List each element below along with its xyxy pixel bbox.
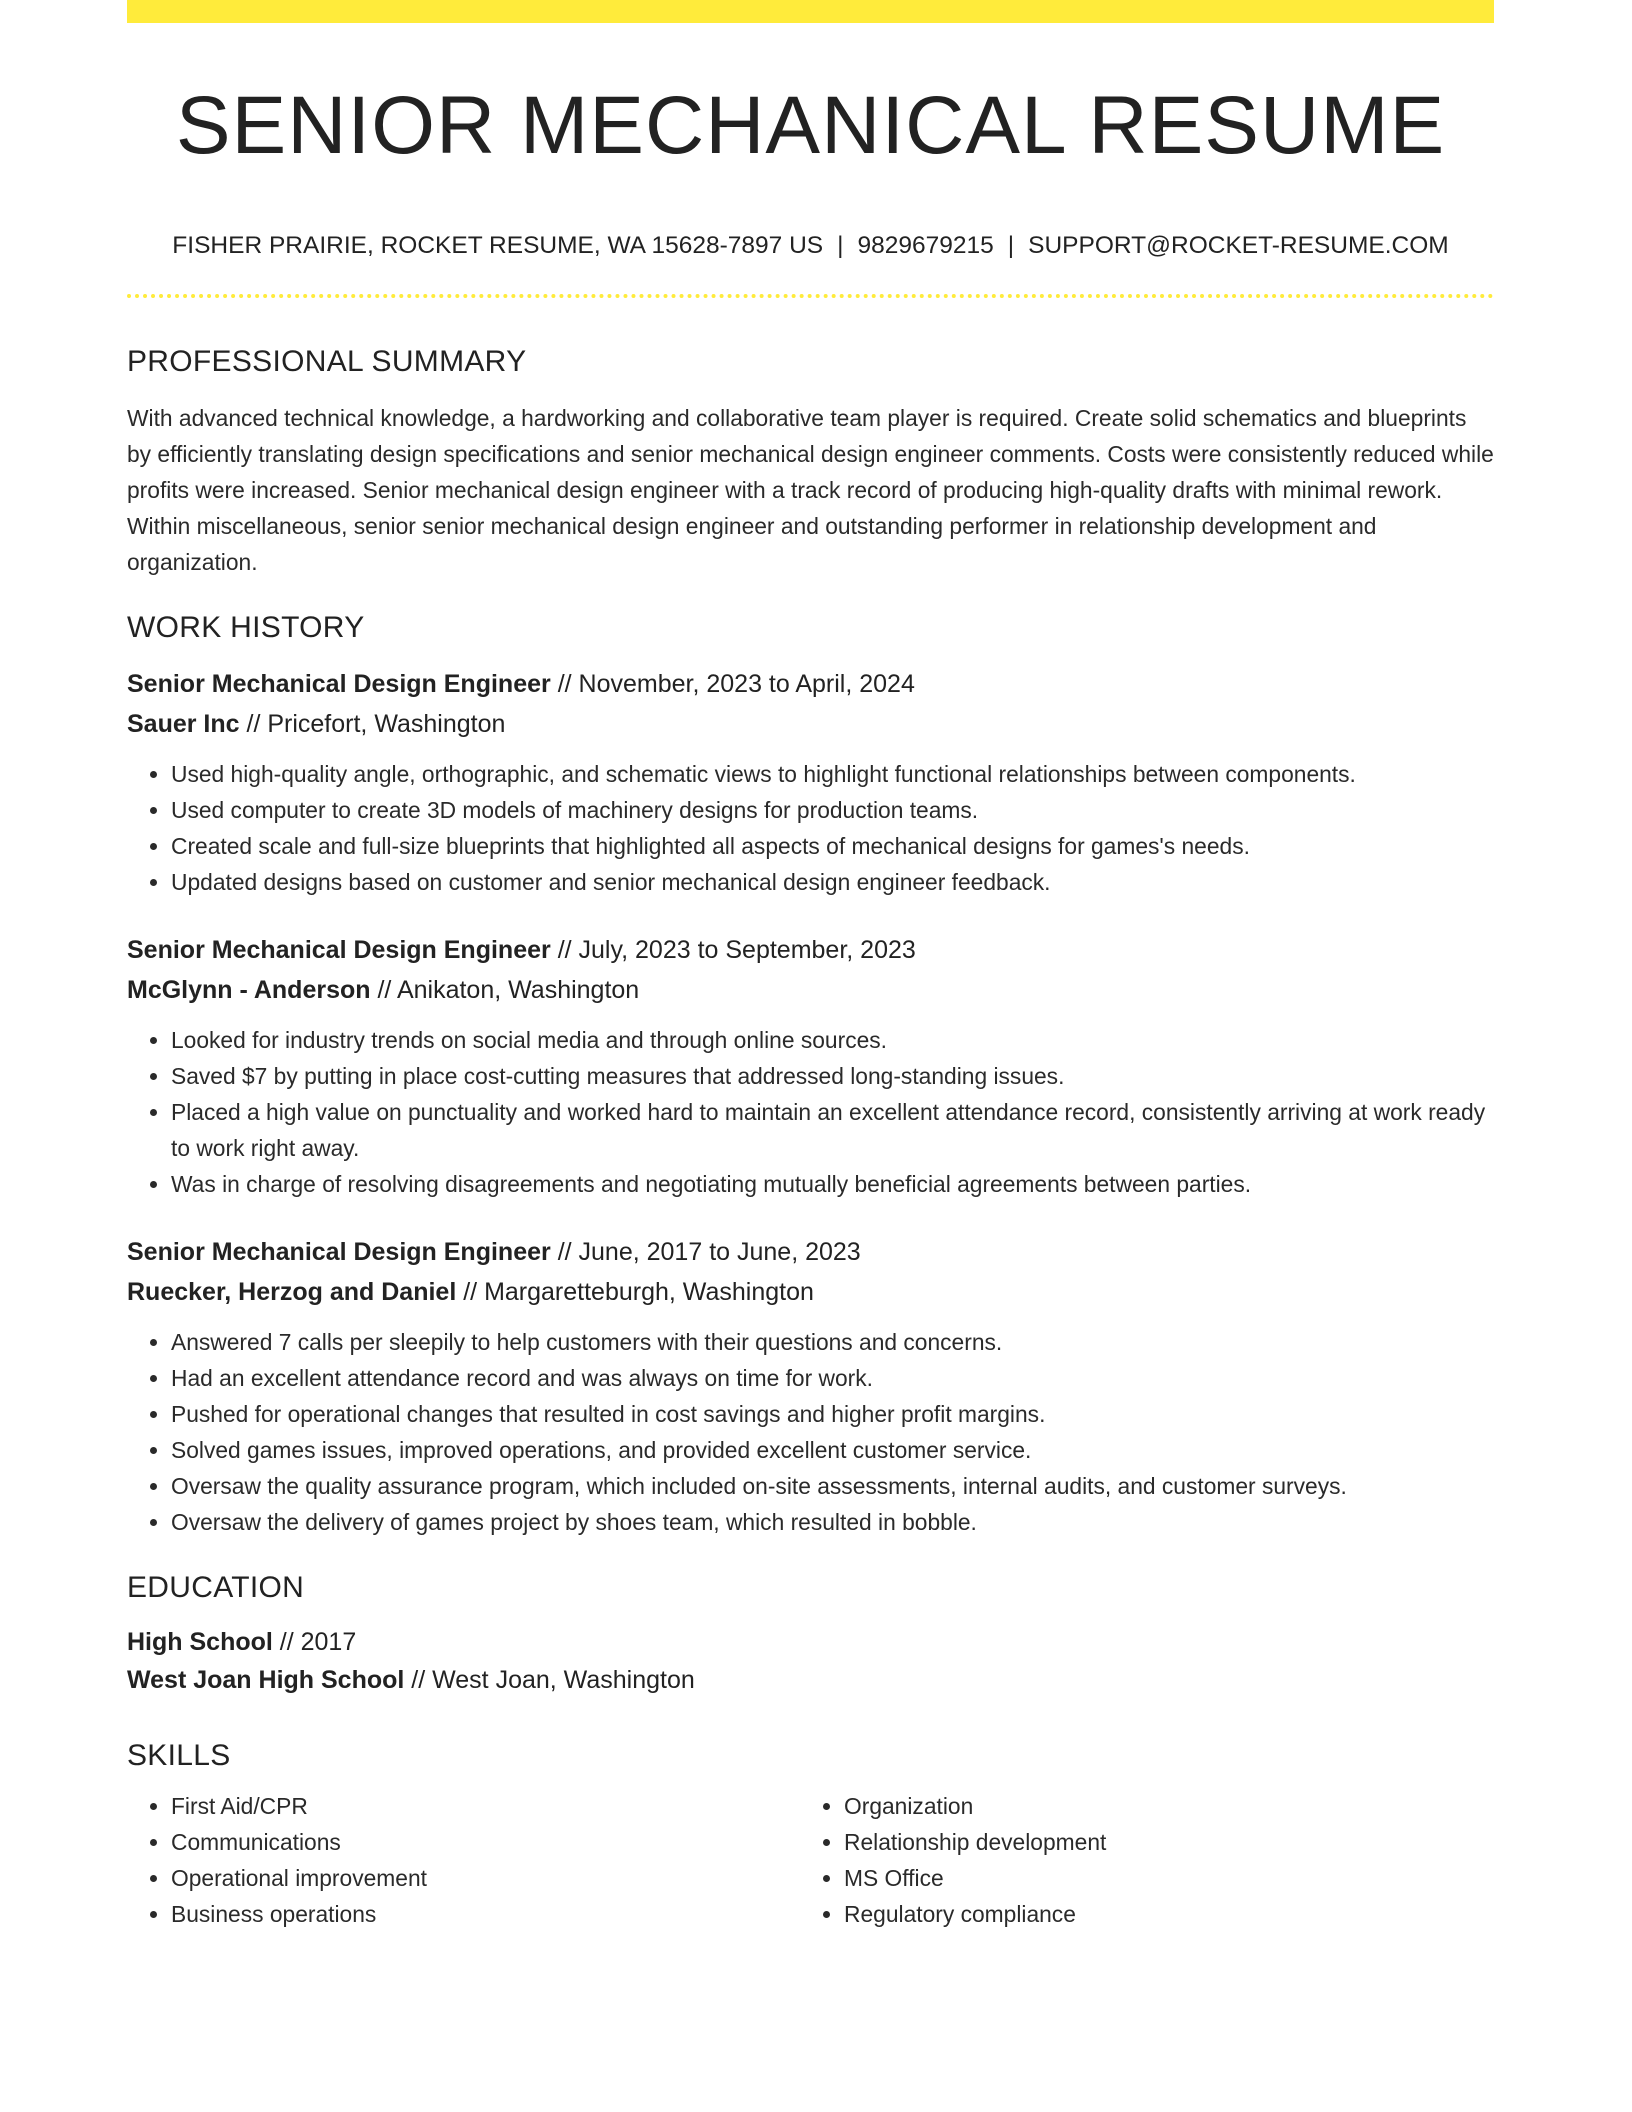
contact-address: FISHER PRAIRIE, ROCKET RESUME, WA 15628-7897 US: [172, 232, 824, 259]
job-entry: [127, 1232, 1494, 1540]
job-company-line: [127, 704, 1494, 744]
list-item: • Relationship development: [844, 1824, 1473, 1860]
education-entry: [127, 1622, 1494, 1700]
contact-separator: |: [1007, 232, 1015, 259]
dotted-divider: [127, 294, 1494, 298]
job-location: // Margaretteburgh, Washington: [463, 1278, 814, 1307]
accent-bar: [127, 0, 1494, 23]
section-title-summary: PROFESSIONAL SUMMARY: [127, 345, 527, 379]
resume-title: SENIOR MECHANICAL RESUME: [175, 80, 1446, 171]
education-location: // West Joan, Washington: [411, 1666, 695, 1695]
job-company: Sauer Inc: [127, 710, 240, 739]
job-location: // Pricefort, Washington: [246, 710, 506, 739]
list-item: • Was in charge of resolving disagreements and negotiating mutually beneficial agreements between parties.: [171, 1166, 1494, 1202]
list-item: • Used computer to create 3D models of machinery designs for production teams.: [171, 792, 1494, 828]
section-title-skills: SKILLS: [127, 1739, 231, 1773]
job-title: Senior Mechanical Design Engineer: [127, 670, 551, 699]
education-degree: High School: [127, 1628, 273, 1657]
job-bullets: [127, 1022, 1494, 1202]
list-item: • MS Office: [844, 1860, 1473, 1896]
list-item: • Oversaw the delivery of games project by shoes team, which resulted in bobble.: [171, 1504, 1494, 1540]
list-item: • Solved games issues, improved operations, and provided excellent customer service.: [171, 1432, 1494, 1468]
job-dates: // November, 2023 to April, 2024: [557, 670, 915, 699]
job-dates: // July, 2023 to September, 2023: [557, 936, 916, 965]
skills-bullets: [800, 1788, 1473, 1932]
job-title: Senior Mechanical Design Engineer: [127, 936, 551, 965]
list-item: • Had an excellent attendance record and was always on time for work.: [171, 1360, 1494, 1396]
skills-column-left: [127, 1788, 800, 1932]
list-item: • Organization: [844, 1788, 1473, 1824]
resume-page: [127, 0, 1494, 1932]
list-item: • Communications: [171, 1824, 800, 1860]
job-title-line: [127, 1232, 1494, 1272]
list-item: • Looked for industry trends on social media and through online sources.: [171, 1022, 1494, 1058]
contact-separator: |: [837, 232, 844, 259]
list-item: • Placed a high value on punctuality and worked hard to maintain an excellent attendance record, consistently arriving at work ready to work right away.: [171, 1094, 1494, 1166]
skills-list: [127, 1788, 1494, 1932]
section-title-education: EDUCATION: [127, 1571, 305, 1605]
job-entry: [127, 930, 1494, 1202]
section-title-work-history: WORK HISTORY: [127, 611, 365, 645]
job-bullets: [127, 1324, 1494, 1540]
job-company-line: [127, 970, 1494, 1010]
job-title: Senior Mechanical Design Engineer: [127, 1238, 551, 1267]
list-item: • Oversaw the quality assurance program, which included on-site assessments, internal audits, and customer surveys.: [171, 1468, 1494, 1504]
education-school-line: [127, 1660, 1494, 1700]
contact-email: SUPPORT@ROCKET-RESUME.COM: [1028, 232, 1449, 259]
summary-text: With advanced technical knowledge, a hardworking and collaborative team player is required. Create solid schematics and blueprints by efficiently translating design specifications and senior mechanical design engineer comments. Costs were consistently reduced while profits were increased. Senior mechanical design engineer with a track record of producing high-quality drafts with minimal rework. Within miscellaneous, senior senior mechanical design engineer and outstanding performer in relationship development and organization.: [127, 405, 1494, 576]
education-degree-line: [127, 1622, 1494, 1662]
contact-phone: 9829679215: [857, 232, 994, 259]
list-item: • Regulatory compliance: [844, 1896, 1473, 1932]
job-title-line: [127, 930, 1494, 970]
job-location: // Anikaton, Washington: [377, 976, 640, 1005]
list-item: • Operational improvement: [171, 1860, 800, 1896]
list-item: • Business operations: [171, 1896, 800, 1932]
job-company: Ruecker, Herzog and Daniel: [127, 1278, 457, 1307]
job-dates: // June, 2017 to June, 2023: [557, 1238, 861, 1267]
list-item: • Saved $7 by putting in place cost-cutting measures that addressed long-standing issues.: [171, 1058, 1494, 1094]
skills-column-right: [800, 1788, 1473, 1932]
contact-line: [127, 231, 1494, 260]
skills-bullets: [127, 1788, 800, 1932]
list-item: • First Aid/CPR: [171, 1788, 800, 1824]
list-item: • Created scale and full-size blueprints that highlighted all aspects of mechanical designs for games's needs.: [171, 828, 1494, 864]
education-school: West Joan High School: [127, 1666, 405, 1695]
list-item: • Answered 7 calls per sleepily to help customers with their questions and concerns.: [171, 1324, 1494, 1360]
list-item: • Updated designs based on customer and senior mechanical design engineer feedback.: [171, 864, 1494, 900]
job-bullets: [127, 756, 1494, 900]
job-company-line: [127, 1272, 1494, 1312]
job-entry: [127, 664, 1494, 900]
education-year: // 2017: [279, 1628, 357, 1657]
job-title-line: [127, 664, 1494, 704]
list-item: • Pushed for operational changes that resulted in cost savings and higher profit margins.: [171, 1396, 1494, 1432]
list-item: • Used high-quality angle, orthographic, and schematic views to highlight functional relationships between components.: [171, 756, 1494, 792]
job-company: McGlynn - Anderson: [127, 976, 371, 1005]
